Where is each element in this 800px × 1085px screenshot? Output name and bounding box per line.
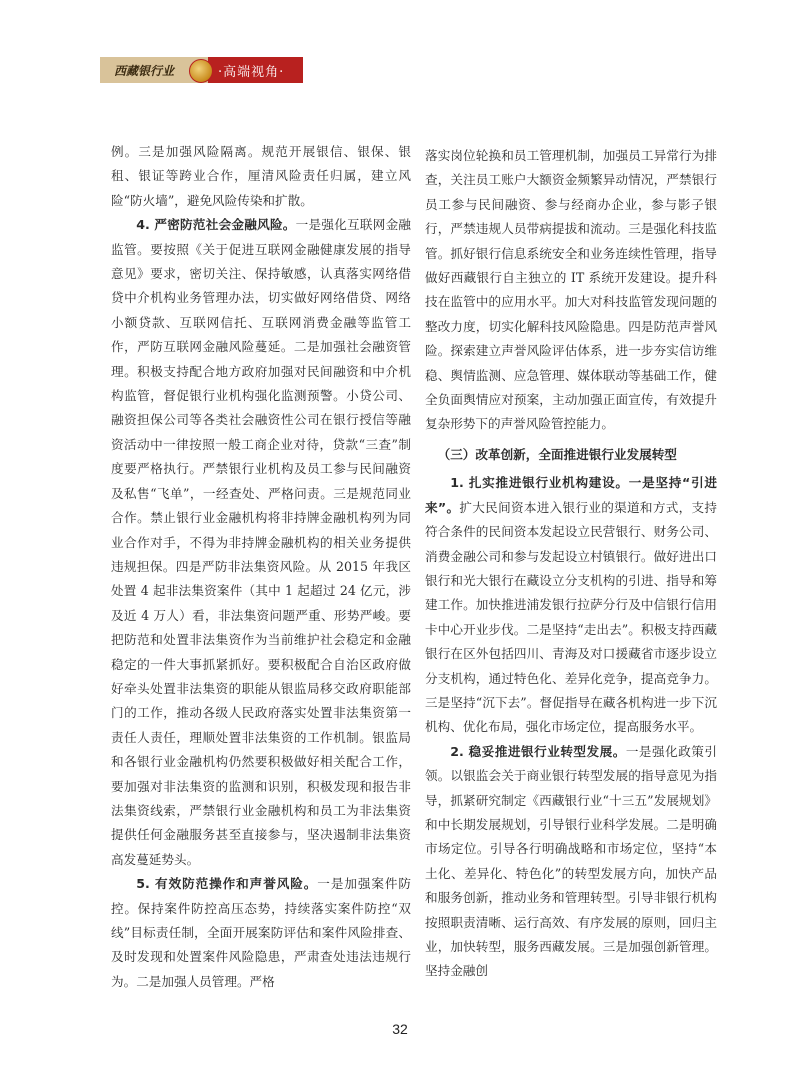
right-column [425,144,717,984]
paragraph-lead: 1. 扎实推进银行业机构建设。一是坚持“引进来”。 [425,475,717,515]
section-heading: （三）改革创新，全面推进银行业发展转型 [437,446,677,462]
paragraph: 落实岗位轮换和员工管理机制，加强员工异常行为排查，关注员工账户大额资金频繁异动情况，严禁银行员工参与民间融资、参与经商办企业，参与影子银行，严禁违规人员带病提拔和流动。三是强化科技监管。抓好银行信息系统安全和业务连续性管理，指导做好西藏银行自主独立的 IT 系统开发建设。提升科技在监管中的应用水平。加大对科技监管发现问题的整改力度，切实化解科技风险隐患。四是防范声誉风险。探索建立声誉风险评估体系，进一步夯实信访维稳、舆情监测、应急管理、媒体联动等基础工作，健全负面舆情应对预案，主动加强正面宣传，有效提升复杂形势下的声誉风险管控能力。 [425,148,717,432]
paragraph: 5. 有效防范操作和声誉风险。一是加强案件防控。保持案件防控高压态势，持续落实案件防控“双线”目标责任制，全面开展案防评估和案件风险排查、及时发现和处置案件风险隐患，严肃查处违法违规行为。二是加强人员管理。严格 [111,876,412,989]
header-banner [100,57,303,83]
badge-icon [188,57,208,83]
paragraph-lead: 4. 严密防范社会金融风险。 [136,217,296,233]
paragraph-lead: 2. 稳妥推进银行业转型发展。 [450,743,626,759]
section-label: ·高端视角· [208,57,303,83]
left-column [111,140,411,994]
paragraph: 2. 稳妥推进银行业转型发展。一是强化政策引领。以银监会关于商业银行转型发展的指导意见为指导，抓紧研究制定《西藏银行业“十三五”发展规划》和中长期发展规划，引导银行业科学发展。二是明确市场定位。引导各行明确战略和市场定位，坚持“本土化、差异化、特色化”的转型发展方向，加快产品和服务创新，推动业务和管理转型。引导非银行机构按照职责清晰、运行高效、有序发展的原则，回归主业，加快转型，服务西藏发展。三是加强创新管理。坚持金融创 [425,743,717,979]
page-number: 32 [392,1021,408,1037]
paragraph-lead: 5. 有效防范操作和声誉风险。 [136,876,318,892]
masthead-logo: 西藏银行业 [100,57,188,83]
paragraph: 4. 严密防范社会金融风险。一是强化互联网金融监管。要按照《关于促进互联网金融健康发展的指导意见》要求，密切关注、保持敏感，认真落实网络借贷中介机构业务管理办法，切实做好网络借贷、网络小额贷款、互联网信托、互联网消费金融等监管工作，严防互联网金融风险蔓延。二是加强社会融资管理。积极支持配合地方政府加强对民间融资和中介机构监管，督促银行业机构强化监测预警。小贷公司、融资担保公司等各类社会融资性公司在银行授信等融资活动中一律按照一般工商企业对待，贷款“三查”制度要严格执行。严禁银行业机构及员工参与民间融资及私售“飞单”，一经查处、严格问责。三是规范同业合作。禁止银行业金融机构将非持牌金融机构列为同业合作对手，不得为非持牌金融机构的相关业务提供违规担保。四是严防非法集资风险。从 2015 年我区处置 4 起非法集资案件（其中 1 起超过 24 亿元，涉及近 4 万人）看，非法集资问题严重、形势严峻。要把防范和处置非法集资作为当前维护社会稳定和金融稳定的一件大事抓紧抓好。要积极配合自治区政府做好牵头处置非法集资的职能从银监局移交政府职能部门的工作，推动各级人民政府落实处置非法集资第一责任人责任，理顺处置非法集资的工作机制。银监局和各银行业金融机构仍然要积极做好相关配合工作，要加强对非法集资的监测和识别，积极发现和报告非法集资线索，严禁银行业金融机构和员工为非法集资提供任何金融服务甚至直接参与，坚决遏制非法集资高发蔓延势头。 [111,217,411,867]
paragraph: 例。三是加强风险隔离。规范开展银信、银保、银租、银证等跨业合作，厘清风险责任归属，建立风险“防火墙”，避免风险传染和扩散。 [111,144,411,208]
paragraph: 1. 扎实推进银行业机构建设。一是坚持“引进来”。扩大民间资本进入银行业的渠道和方式，支持符合条件的民间资本发起设立民营银行、财务公司、消费金融公司和参与发起设立村镇银行。做好进出口银行和光大银行在藏设立分支机构的引进、指导和筹建工作。加快推进浦发银行拉萨分行及中信银行信用卡中心开业步伐。二是坚持“走出去”。积极支持西藏银行在区外包括四川、青海及对口援藏省市逐步设立分支机构，通过特色化、差异化竞争，提高竞争力。三是坚持“沉下去”。督促指导在藏各机构进一步下沉机构、优化布局，强化市场定位，提高服务水平。 [425,475,717,735]
